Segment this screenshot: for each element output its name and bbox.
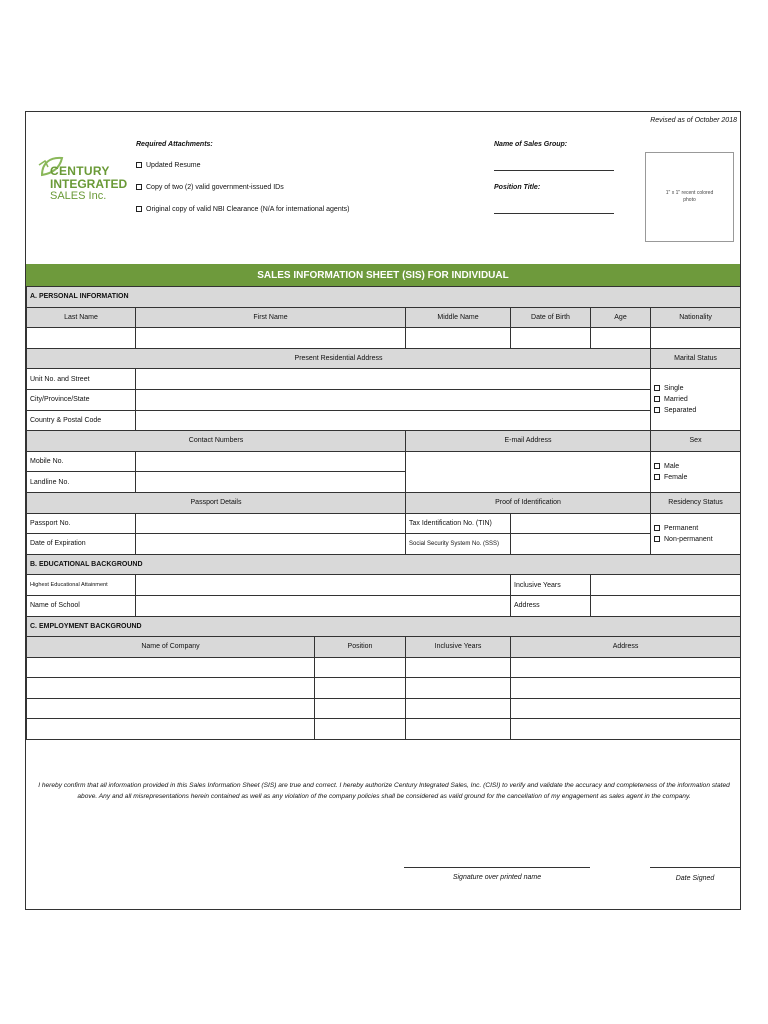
option-single[interactable]: Single [654,383,737,394]
col-middle-name: Middle Name [406,307,511,328]
passport-no-field[interactable] [136,513,406,534]
revised-date: Revised as of October 2018 [650,117,737,124]
expiration-field[interactable] [136,534,406,555]
section-employment: C. EMPLOYMENT BACKGROUND [27,616,741,637]
years-field[interactable] [406,719,511,740]
col-nationality: Nationality [651,307,741,328]
sss-label: Social Security System No. (SSS) [406,534,511,555]
middle-name-field[interactable] [406,328,511,349]
col-last-name: Last Name [27,307,136,328]
position-title-line[interactable] [494,213,614,214]
position-title-label: Position Title: [494,184,541,191]
date-of-birth-field[interactable] [511,328,591,349]
checkbox-icon [654,385,660,391]
highest-education-label: Highest Educational Attainment [27,575,136,596]
unit-street-field[interactable] [136,369,651,390]
col-inclusive-years: Inclusive Years [406,637,511,658]
option-separated[interactable]: Separated [654,405,737,416]
education-years-field[interactable] [591,575,741,596]
years-field[interactable] [406,698,511,719]
logo-line1: CENTURY [50,164,110,178]
passport-header: Passport Details [27,492,406,513]
required-attachments-label: Required Attachments: [136,141,213,148]
employment-row [27,698,741,719]
col-date-of-birth: Date of Birth [511,307,591,328]
checkbox-icon [654,396,660,402]
checkbox-icon [136,206,142,212]
expiration-label: Date of Expiration [27,534,136,555]
checkbox-icon [136,184,142,190]
company-field[interactable] [27,678,315,699]
sex-header: Sex [651,431,741,452]
logo-line2: INTEGRATED [50,177,128,191]
section-personal: A. PERSONAL INFORMATION [27,287,741,308]
attachment-item: Original copy of valid NBI Clearance (N/A for international agents) [136,206,350,213]
checkbox-icon [136,162,142,168]
address-field[interactable] [511,657,741,678]
country-label: Country & Postal Code [27,410,136,431]
marital-header: Marital Status [651,348,741,369]
sales-group-label: Name of Sales Group: [494,141,568,148]
proof-header: Proof of Identification [406,492,651,513]
position-field[interactable] [315,678,406,699]
years-field[interactable] [406,657,511,678]
city-field[interactable] [136,389,651,410]
unit-street-label: Unit No. and Street [27,369,136,390]
country-field[interactable] [136,410,651,431]
nationality-field[interactable] [651,328,741,349]
option-permanent[interactable]: Permanent [654,523,737,534]
company-field[interactable] [27,657,315,678]
sex-options [651,451,741,492]
declaration-text: I hereby confirm that all information provided in this Sales Information Sheet (SIS) are true and correct. I hereby authorize Century Integrated Sales, Inc. (CISI) to verify and validate the accuracy and completeness of the information stated above. Any and all misrepresentations herein contained as well as any violation of the company policies shall be considered as valid ground for the cancellation of my engagement as sales agent in the company. [38,782,730,800]
option-married[interactable]: Married [654,394,737,405]
residency-header: Residency Status [651,492,741,513]
checkbox-icon [654,525,660,531]
employment-row [27,719,741,740]
years-field[interactable] [406,678,511,699]
col-company: Name of Company [27,637,315,658]
signature-line[interactable] [404,867,590,868]
attachment-item: Copy of two (2) valid government-issued IDs [136,184,284,191]
address-field[interactable] [511,698,741,719]
employment-row [27,678,741,699]
position-field[interactable] [315,657,406,678]
photo-box: 1" x 1" recent colored photo [645,152,734,242]
company-field[interactable] [27,698,315,719]
col-address: Address [511,637,741,658]
tin-label: Tax Identification No. (TIN) [406,513,511,534]
landline-label: Landline No. [27,472,136,493]
checkbox-icon [654,407,660,413]
attachment-item: Updated Resume [136,162,200,169]
school-name-field[interactable] [136,595,511,616]
highest-education-field[interactable] [136,575,511,596]
form-title: SALES INFORMATION SHEET (SIS) FOR INDIVIDUAL [26,264,740,286]
email-field[interactable] [406,451,651,492]
marital-options [651,369,741,431]
option-non-permanent[interactable]: Non-permanent [654,534,737,545]
form-sheet [25,111,741,910]
col-position: Position [315,637,406,658]
employment-row [27,657,741,678]
city-label: City/Province/State [27,389,136,410]
address-header: Present Residential Address [27,348,651,369]
age-field[interactable] [591,328,651,349]
position-field[interactable] [315,719,406,740]
residency-options [651,513,741,554]
company-field[interactable] [27,719,315,740]
date-line[interactable] [650,867,740,868]
contact-header: Contact Numbers [27,431,406,452]
date-signed-label: Date Signed [675,875,715,882]
form-grid [26,286,741,740]
school-address-label: Address [511,595,591,616]
option-female[interactable]: Female [654,472,737,483]
email-header: E-mail Address [406,431,651,452]
school-name-label: Name of School [27,595,136,616]
school-address-field[interactable] [591,595,741,616]
option-male[interactable]: Male [654,461,737,472]
checkbox-icon [654,474,660,480]
last-name-field[interactable] [27,328,136,349]
passport-no-label: Passport No. [27,513,136,534]
landline-field[interactable] [136,472,406,493]
signature-label: Signature over printed name [452,874,542,881]
company-logo [34,150,126,210]
section-education: B. EDUCATIONAL BACKGROUND [27,554,741,575]
sss-field[interactable] [511,534,651,555]
col-age: Age [591,307,651,328]
checkbox-icon [654,463,660,469]
first-name-field[interactable] [136,328,406,349]
logo-line3: SALES Inc. [50,190,107,202]
address-field[interactable] [511,678,741,699]
mobile-label: Mobile No. [27,451,136,472]
mobile-field[interactable] [136,451,406,472]
address-field[interactable] [511,719,741,740]
sales-group-line[interactable] [494,170,614,171]
tin-field[interactable] [511,513,651,534]
position-field[interactable] [315,698,406,719]
col-first-name: First Name [136,307,406,328]
checkbox-icon [654,536,660,542]
education-years-label: Inclusive Years [511,575,591,596]
